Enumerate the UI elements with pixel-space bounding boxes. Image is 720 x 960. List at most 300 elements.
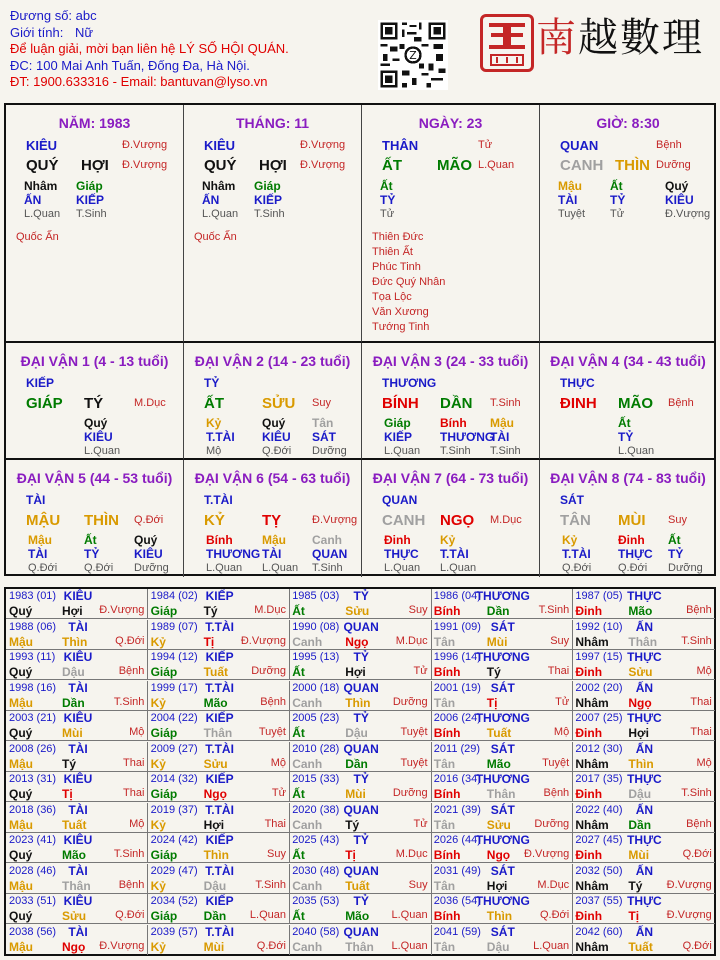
dai-van-8[interactable] — [540, 460, 716, 577]
year-cell[interactable] — [6, 833, 148, 863]
hidden-state: T.Sinh — [490, 445, 521, 457]
hidden-state: L.Quan — [262, 562, 299, 574]
dai-van-4[interactable] — [540, 343, 716, 460]
dai-van-title: ĐẠI VẬN 2 (14 - 23 tuổi) — [194, 353, 351, 369]
year-cell[interactable] — [6, 711, 148, 741]
hidden-stem: Ất — [380, 179, 393, 193]
year-label: 2007 (25) — [575, 712, 623, 724]
year-stem: Nhâm — [575, 939, 609, 954]
year-state: M.Dục — [395, 634, 428, 647]
year-ten-god: THƯƠNG — [475, 711, 530, 725]
year-label: 2010 (28) — [292, 742, 340, 755]
phone-line[interactable]: ĐT: 1900.633316 - Email: bantuvan@lyso.vn — [10, 74, 268, 89]
year-label: 2039 (57) — [150, 925, 198, 938]
pillar-hour — [540, 105, 716, 343]
hidden-stem: Mậu — [28, 533, 52, 547]
pillar-title: THÁNG: 11 — [235, 115, 310, 131]
hidden-stem: Kỷ — [440, 533, 456, 547]
year-state: Tử — [413, 817, 428, 830]
hidden-state: L.Quan — [202, 208, 239, 220]
dai-van-state: Đ.Vượng — [312, 514, 358, 526]
year-cell[interactable] — [148, 650, 290, 680]
year-label: 2006 (24) — [433, 712, 481, 724]
year-cell[interactable] — [572, 772, 714, 802]
year-stem: Giáp — [150, 787, 178, 801]
year-stem: Mậu — [9, 634, 33, 649]
hidden-state: Đ.Vượng — [665, 208, 711, 220]
year-cell[interactable] — [289, 894, 431, 924]
hidden-ten-god: TÀI — [490, 430, 510, 444]
year-branch: Tuất — [203, 665, 229, 679]
year-state: Thai — [690, 726, 712, 738]
hidden-ten-god: SÁT — [312, 430, 336, 444]
year-label: 2009 (27) — [150, 742, 198, 755]
year-cell[interactable] — [148, 772, 290, 802]
year-branch: Dậu — [628, 787, 652, 801]
year-stem: Đinh — [575, 726, 603, 740]
pillar-stem: ẤT — [382, 157, 402, 174]
year-branch: Tuất — [62, 817, 87, 832]
dai-van-branch: TÝ — [84, 395, 104, 412]
year-label: 2042 (60) — [575, 925, 623, 938]
year-stem: Bính — [433, 665, 461, 679]
year-cell[interactable] — [148, 711, 290, 741]
year-stem: Mậu — [9, 695, 33, 710]
year-state: L.Quan — [249, 909, 286, 921]
hidden-state: Tuyệt — [558, 208, 586, 220]
year-stem: Ất — [292, 604, 305, 618]
year-branch: Tuất — [486, 726, 512, 740]
hidden-stem: Quý — [84, 416, 108, 430]
contact-line: Để luận giải, mời bạn liên hệ LÝ SỐ HỘI QUÁN. — [10, 41, 289, 56]
year-cell[interactable] — [431, 681, 573, 711]
year-cell[interactable] — [6, 650, 148, 680]
year-state: M.Dục — [395, 848, 428, 860]
year-cell[interactable] — [148, 620, 290, 650]
year-cell[interactable] — [6, 681, 148, 711]
hidden-state: Dưỡng — [668, 562, 703, 574]
year-state: Dưỡng — [392, 695, 428, 708]
hidden-state: L.Quan — [618, 445, 655, 457]
year-branch: Hợi — [203, 817, 225, 832]
year-cell[interactable] — [572, 864, 714, 894]
year-state: Bệnh — [686, 817, 712, 830]
svg-text:Z: Z — [409, 49, 417, 63]
year-cell[interactable] — [6, 864, 148, 894]
year-cell[interactable] — [148, 803, 290, 833]
year-cell[interactable] — [289, 772, 431, 802]
hidden-ten-god: KIÊU — [262, 430, 291, 444]
hidden-ten-god: THƯƠNG — [440, 430, 495, 444]
year-cell[interactable] — [431, 589, 573, 619]
year-cell[interactable] — [6, 925, 148, 955]
year-ten-god: T.TÀI — [205, 924, 234, 939]
dai-van-stem: GIÁP — [26, 395, 63, 412]
year-label: 1987 (05) — [575, 590, 623, 602]
year-label: 2030 (48) — [292, 864, 340, 877]
pillar-ten-god: KIÊU — [204, 138, 236, 153]
year-stem: Ất — [292, 848, 305, 862]
year-stem: Tân — [433, 695, 456, 710]
year-ten-god: QUAN — [343, 680, 379, 695]
year-cell[interactable] — [431, 742, 573, 772]
year-state: Mộ — [270, 756, 286, 769]
year-stem: Đinh — [575, 848, 603, 862]
dai-van-state: M.Dục — [490, 514, 522, 526]
pillar-branch: MÃO — [437, 157, 472, 174]
qr-code-icon[interactable] — [378, 20, 448, 90]
pillar-god-state: Đ.Vượng — [122, 139, 168, 151]
year-label: 2015 (33) — [292, 773, 340, 785]
year-label: 2021 (39) — [433, 803, 481, 816]
dai-van-branch: TỴ — [262, 512, 282, 529]
year-branch: Thìn — [62, 634, 88, 649]
year-cell[interactable] — [6, 772, 148, 802]
year-branch: Mão — [203, 695, 228, 710]
year-branch: Tuất — [628, 939, 653, 954]
year-ten-god: KIÊU — [63, 711, 93, 725]
year-cell[interactable] — [572, 589, 714, 619]
year-state: Mộ — [553, 726, 570, 738]
pillar-title: NGÀY: 23 — [418, 115, 483, 131]
dai-van-3[interactable] — [362, 343, 540, 460]
year-ten-god: T.TÀI — [205, 619, 234, 634]
brand-logo: 南越數理 — [536, 15, 704, 61]
year-ten-god: THƯƠNG — [475, 894, 530, 908]
year-label: 2029 (47) — [150, 864, 198, 877]
year-stem: Quý — [9, 604, 33, 618]
year-cell[interactable] — [572, 833, 714, 863]
year-label: 1996 (14) — [433, 651, 481, 663]
year-cell[interactable] — [289, 681, 431, 711]
dai-van-title: ĐẠI VẬN 6 (54 - 63 tuổi) — [194, 470, 351, 486]
hidden-state: Tử — [610, 208, 625, 220]
year-cell[interactable] — [431, 650, 573, 680]
year-cell[interactable] — [289, 925, 431, 955]
year-ten-god: ẤN — [635, 924, 654, 939]
year-cell[interactable] — [6, 589, 148, 619]
year-state: Đ.Vượng — [666, 909, 712, 921]
year-stem: Mậu — [9, 878, 33, 893]
year-cell[interactable] — [6, 894, 148, 924]
year-branch: Sửu — [486, 817, 511, 832]
year-cell[interactable] — [572, 803, 714, 833]
hidden-state: Dưỡng — [312, 445, 347, 457]
year-branch: Dần — [62, 695, 85, 710]
year-state: Suy — [408, 878, 428, 891]
year-stem: Nhâm — [575, 817, 609, 832]
pillar-month — [184, 105, 362, 343]
year-ten-god: THỰC — [627, 833, 662, 847]
dai-van-2[interactable] — [184, 343, 362, 460]
year-branch: Mão — [62, 848, 86, 862]
year-branch: Tị — [486, 695, 498, 710]
year-branch: Tuất — [345, 878, 370, 893]
dai-van-5[interactable] — [6, 460, 184, 577]
year-cell[interactable] — [289, 711, 431, 741]
year-state: Tuyệt — [542, 756, 570, 769]
year-label: 2024 (42) — [150, 834, 198, 846]
hidden-state: Q.Đới — [28, 562, 58, 574]
hidden-state: Q.Đới — [562, 562, 592, 574]
year-label: 2026 (44) — [433, 834, 481, 846]
year-state: Đ.Vượng — [99, 939, 145, 952]
year-stem: Tân — [433, 878, 456, 893]
year-state: Tuyệt — [400, 756, 428, 769]
hidden-ten-god: T.TÀI — [206, 430, 235, 444]
year-cell[interactable] — [289, 742, 431, 772]
year-cell[interactable] — [289, 864, 431, 894]
year-ten-god: SÁT — [490, 802, 515, 817]
year-cell[interactable] — [148, 894, 290, 924]
year-cell[interactable] — [289, 620, 431, 650]
year-cell[interactable] — [148, 864, 290, 894]
year-branch: Thìn — [628, 756, 654, 771]
year-cell[interactable] — [6, 742, 148, 772]
year-state: Suy — [267, 848, 286, 860]
year-cell[interactable] — [572, 681, 714, 711]
year-state: Dưỡng — [251, 665, 286, 677]
year-label: 2018 (36) — [9, 803, 57, 816]
year-stem: Ất — [292, 726, 305, 740]
year-branch: Dậu — [345, 726, 368, 740]
year-state: Thai — [690, 695, 712, 708]
year-stem: Giáp — [150, 726, 178, 740]
year-label: 2011 (29) — [433, 742, 481, 755]
year-branch: Sửu — [203, 756, 228, 771]
hidden-stem: Mậu — [262, 533, 286, 547]
year-label: 2028 (46) — [9, 864, 57, 877]
dai-van-state: Bệnh — [668, 397, 694, 409]
year-branch: Mùi — [203, 939, 225, 954]
year-state: Q.Đới — [682, 939, 712, 952]
year-branch: Tị — [628, 909, 640, 923]
dai-van-branch: SỬU — [262, 395, 296, 412]
year-label: 2023 (41) — [9, 834, 57, 846]
hidden-ten-god: TÀI — [262, 547, 282, 561]
hidden-stem: Kỷ — [206, 416, 222, 430]
year-cell[interactable] — [289, 833, 431, 863]
year-cell[interactable] — [572, 894, 714, 924]
gender-value: Nữ — [74, 24, 94, 40]
year-cell[interactable] — [572, 742, 714, 772]
hidden-state: L.Quan — [384, 562, 421, 574]
year-ten-god: THƯƠNG — [475, 833, 530, 847]
year-state: Bệnh — [543, 787, 570, 799]
year-branch: Tị — [345, 848, 356, 862]
year-state: Dưỡng — [534, 817, 570, 830]
hidden-state: L.Quan — [440, 562, 477, 574]
pillar-ten-god: QUAN — [560, 138, 599, 153]
year-branch: Sửu — [345, 604, 370, 618]
header-info — [10, 8, 380, 91]
year-cell[interactable] — [431, 925, 573, 955]
year-cell[interactable] — [148, 742, 290, 772]
year-ten-god: TỶ — [353, 772, 369, 786]
year-stem: Tân — [433, 634, 456, 649]
year-label: 2033 (51) — [9, 895, 57, 907]
dai-van-title: ĐẠI VẬN 8 (74 - 83 tuổi) — [550, 470, 706, 486]
year-cell[interactable] — [572, 650, 714, 680]
pillar-ten-god: KIÊU — [26, 138, 58, 153]
year-state: Q.Đới — [115, 634, 145, 647]
hidden-state: Dưỡng — [134, 562, 169, 574]
gender-label: Giới tính: — [10, 24, 64, 40]
year-cell[interactable] — [289, 803, 431, 833]
year-stem: Nhâm — [575, 756, 609, 771]
dai-van-stem: MẬU — [26, 512, 61, 529]
hidden-ten-god: TỶ — [610, 193, 626, 207]
hidden-ten-god: T.TÀI — [440, 547, 469, 561]
year-cell[interactable] — [431, 711, 573, 741]
year-stem: Mậu — [9, 817, 33, 832]
hidden-stem: Kỷ — [562, 533, 578, 547]
year-ten-god: KIÊU — [63, 894, 93, 908]
dai-van-1[interactable] — [6, 343, 184, 460]
hidden-stem: Giáp — [254, 179, 281, 193]
year-cell[interactable] — [431, 833, 573, 863]
year-cell[interactable] — [148, 681, 290, 711]
year-label: 2032 (50) — [575, 864, 623, 877]
year-ten-god: THƯƠNG — [475, 772, 530, 786]
dai-van-ten-god: THƯƠNG — [382, 376, 437, 390]
year-state: Đ.Vượng — [524, 848, 570, 860]
dai-van-6[interactable] — [184, 460, 362, 577]
year-ten-god: THỰC — [627, 894, 662, 908]
year-ten-god: TỶ — [353, 650, 369, 664]
year-branch: Ngọ — [203, 787, 227, 801]
hidden-stem: Canh — [312, 533, 342, 547]
year-state: Đ.Vượng — [99, 604, 145, 616]
hidden-stem: Quý — [134, 533, 158, 547]
year-branch: Hợi — [628, 726, 649, 740]
year-state: T.Sinh — [113, 848, 145, 860]
year-branch: Tý — [62, 756, 77, 771]
year-ten-god: KIÊU — [63, 589, 93, 603]
hidden-state: L.Quan — [384, 445, 421, 457]
year-stem: Bính — [433, 726, 461, 740]
pillar-god-state: Bệnh — [656, 139, 682, 151]
year-stem: Bính — [433, 787, 461, 801]
hidden-ten-god: TỶ — [668, 547, 684, 561]
year-ten-god: THỰC — [627, 711, 662, 725]
year-cell[interactable] — [6, 803, 148, 833]
year-state: Q.Đới — [115, 909, 145, 921]
year-cell[interactable] — [6, 620, 148, 650]
year-ten-god: TÀI — [68, 619, 88, 634]
year-ten-god: KIÊU — [63, 772, 93, 786]
dai-van-stem: ẤT — [204, 395, 224, 412]
year-ten-god: TÀI — [68, 924, 88, 939]
year-stem: Bính — [433, 909, 461, 923]
year-cell[interactable] — [431, 864, 573, 894]
dai-van-branch: DẦN — [440, 395, 473, 412]
year-state: Tuyệt — [258, 726, 286, 738]
dai-van-stem: BÍNH — [382, 395, 419, 412]
year-stem: Ất — [292, 909, 305, 923]
year-branch: Dần — [628, 817, 652, 832]
year-cell[interactable] — [431, 620, 573, 650]
year-cell[interactable] — [148, 589, 290, 619]
year-stem: Quý — [9, 726, 33, 740]
special-star: Tướng Tinh — [372, 321, 430, 333]
year-label: 2014 (32) — [150, 773, 198, 785]
hidden-state: T.Sinh — [254, 208, 285, 220]
hidden-ten-god: THƯƠNG — [206, 547, 261, 561]
year-ten-god: TÀI — [68, 802, 88, 817]
year-cell[interactable] — [572, 925, 714, 955]
year-label: 1983 (01) — [9, 590, 57, 602]
year-label: 2027 (45) — [575, 834, 623, 846]
year-ten-god: T.TÀI — [205, 741, 234, 756]
pillar-branch-state: L.Quan — [478, 159, 515, 171]
hidden-stem: Tân — [312, 416, 334, 430]
dai-van-state: Q.Đới — [134, 514, 164, 526]
seal-logo — [480, 14, 534, 72]
year-label: 2003 (21) — [9, 712, 57, 724]
year-ten-god: THỰC — [627, 650, 662, 664]
year-ten-god: TỶ — [353, 833, 369, 847]
year-cell[interactable] — [148, 833, 290, 863]
year-state: Mộ — [696, 665, 712, 677]
year-ten-god: T.TÀI — [205, 802, 234, 817]
hidden-ten-god: TÀI — [558, 193, 578, 207]
year-branch: Thìn — [486, 909, 513, 923]
year-ten-god: SÁT — [490, 863, 515, 878]
year-ten-god: TÀI — [68, 863, 88, 878]
dai-van-ten-god: SÁT — [560, 493, 584, 507]
year-cell[interactable] — [289, 589, 431, 619]
year-cell[interactable] — [572, 711, 714, 741]
pillar-branch: HỢI — [81, 157, 109, 174]
year-label: 1984 (02) — [150, 590, 198, 602]
code-label: Đương số: abc — [10, 8, 97, 23]
year-branch: Dậu — [486, 939, 510, 954]
dai-van-ten-god: THỰC — [560, 376, 595, 390]
year-label: 1995 (13) — [292, 651, 340, 663]
year-cell[interactable] — [289, 650, 431, 680]
year-state: Bệnh — [686, 604, 712, 616]
year-cell[interactable] — [572, 620, 714, 650]
year-ten-god: TỶ — [353, 589, 369, 603]
year-label: 2037 (55) — [575, 895, 623, 907]
year-stem: Canh — [292, 756, 323, 771]
hidden-ten-god: ẤN — [202, 193, 220, 207]
year-stem: Tân — [433, 817, 456, 832]
year-label: 2020 (38) — [292, 803, 340, 816]
year-ten-god: KIẾP — [205, 650, 234, 664]
year-cell[interactable] — [148, 925, 290, 955]
year-cell[interactable] — [431, 803, 573, 833]
year-label: 2034 (52) — [150, 895, 198, 907]
hidden-stem: Ất — [618, 416, 631, 430]
hidden-state: T.Sinh — [76, 208, 107, 220]
year-label: 2016 (34) — [433, 773, 481, 785]
year-state: Q.Đới — [539, 909, 570, 921]
pillar-branch-state: Dưỡng — [656, 159, 691, 171]
year-ten-god: SÁT — [490, 741, 515, 756]
year-ten-god: THỰC — [627, 772, 662, 786]
year-stem: Bính — [433, 604, 461, 618]
year-state: T.Sinh — [681, 787, 712, 799]
gender-row — [10, 25, 380, 42]
hidden-ten-god: KIÊU — [134, 547, 163, 561]
year-cell[interactable] — [431, 772, 573, 802]
year-ten-god: ẤN — [635, 619, 654, 634]
year-cell[interactable] — [431, 894, 573, 924]
dai-van-7[interactable] — [362, 460, 540, 577]
year-branch: Ngọ — [486, 848, 511, 862]
